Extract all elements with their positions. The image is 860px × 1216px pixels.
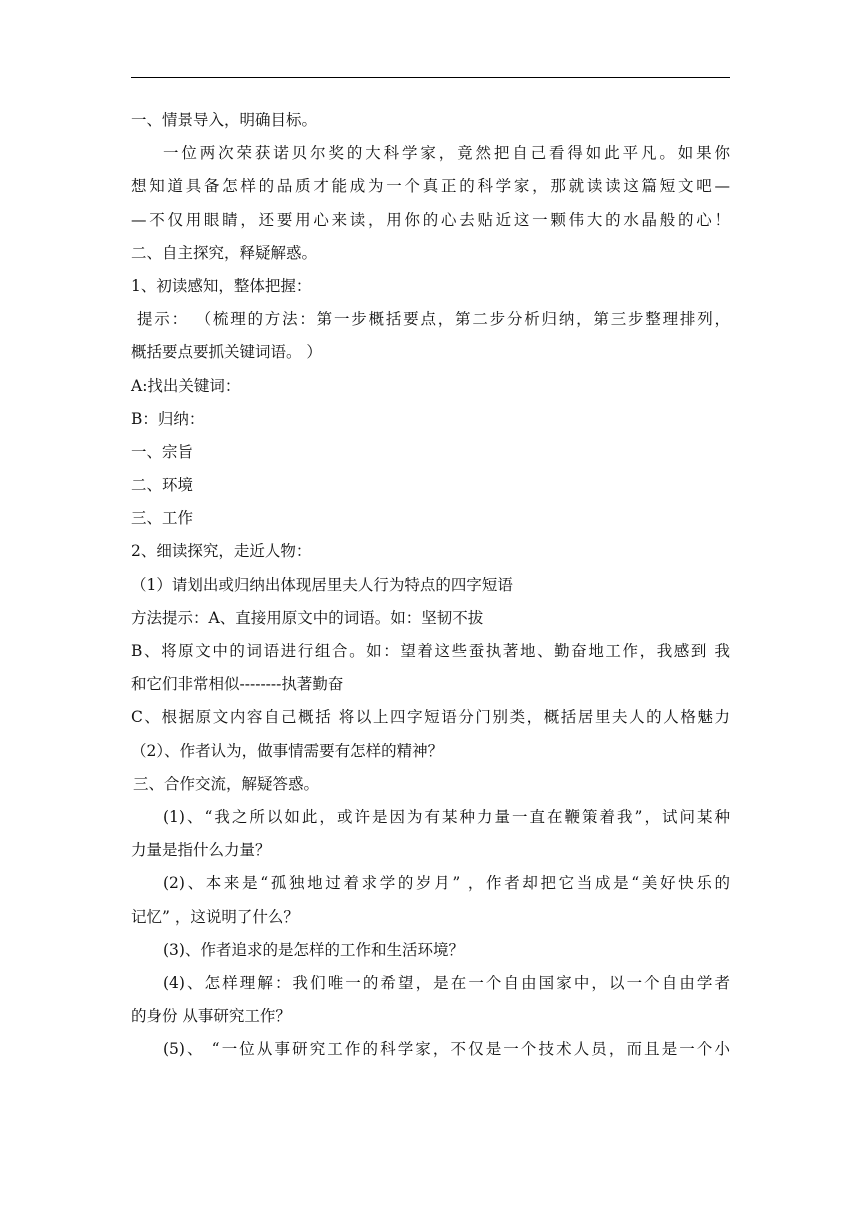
- list-item: A:找出关键词：: [131, 376, 241, 395]
- method-line: 方法提示：A、直接用原文中的词语。如：坚韧不拔: [131, 608, 484, 627]
- section-heading: 三、合作交流，解疑答惑。: [133, 774, 320, 793]
- hint-line: 提示： （梳理的方法：第一步概括要点，第二步分析归纳，第三步整理排列，: [137, 310, 730, 329]
- list-item: 三、工作: [131, 509, 194, 528]
- question-line: (3)、作者追求的是怎样的工作和生活环境？: [163, 940, 464, 959]
- question-line: (1)、“我之所以如此，或许是因为有某种力量一直在鞭策着我”，试问某种: [163, 807, 730, 826]
- paragraph-line: —不仅用眼睛，还要用心来读，用你的心去贴近这一颗伟大的水晶般的心！: [131, 210, 730, 229]
- header-rule: [131, 77, 730, 78]
- list-item: 一、宗旨: [131, 442, 194, 461]
- question-line: （2）、作者认为，做事情需要有怎样的精神？: [131, 741, 444, 760]
- question-line: (5)、 “一位从事研究工作的科学家，不仅是一个技术人员，而且是一个小: [163, 1040, 730, 1059]
- method-line: C、根据原文内容自己概括 将以上四字短语分门别类，概括居里夫人的人格魅力: [131, 708, 730, 727]
- subsection-heading: 1、初读感知，整体把握：: [131, 276, 312, 295]
- question-line: （1）请划出或归纳出体现居里夫人行为特点的四字短语: [131, 575, 513, 594]
- section-heading: 二、自主探究，释疑解惑。: [131, 243, 318, 262]
- paragraph-line: 一位两次荣获诺贝尔奖的大科学家，竟然把自己看得如此平凡。如果你: [163, 144, 730, 163]
- hint-line: 概括要点要抓关键词语。 ）: [131, 343, 322, 362]
- method-line: B、将原文中的词语进行组合。如：望着这些蚕执著地、勤奋地工作，我感到 我: [131, 642, 730, 660]
- question-line: 的身份 从事研究工作？: [131, 1007, 291, 1026]
- document-body: [131, 104, 730, 1066]
- question-line: 力量是指什么力量？: [131, 841, 271, 860]
- subsection-heading: 2、细读探究，走近人物：: [131, 542, 312, 561]
- question-line: 记忆” ，这说明了什么？: [131, 907, 299, 926]
- section-heading: 一、情景导入，明确目标。: [131, 111, 318, 129]
- list-item: B：归纳：: [131, 409, 205, 428]
- question-line: (2)、本来是“孤独地过着求学的岁月” ，作者却把它当成是“美好快乐的: [163, 874, 730, 893]
- question-line: (4)、怎样理解：我们唯一的希望，是在一个自由国家中，以一个自由学者: [163, 973, 730, 992]
- method-line: 和它们非常相似--------执著勤奋: [131, 675, 344, 694]
- paragraph-line: 想知道具备怎样的品质才能成为一个真正的科学家，那就读读这篇短文吧—: [131, 177, 730, 196]
- list-item: 二、环境: [131, 476, 194, 495]
